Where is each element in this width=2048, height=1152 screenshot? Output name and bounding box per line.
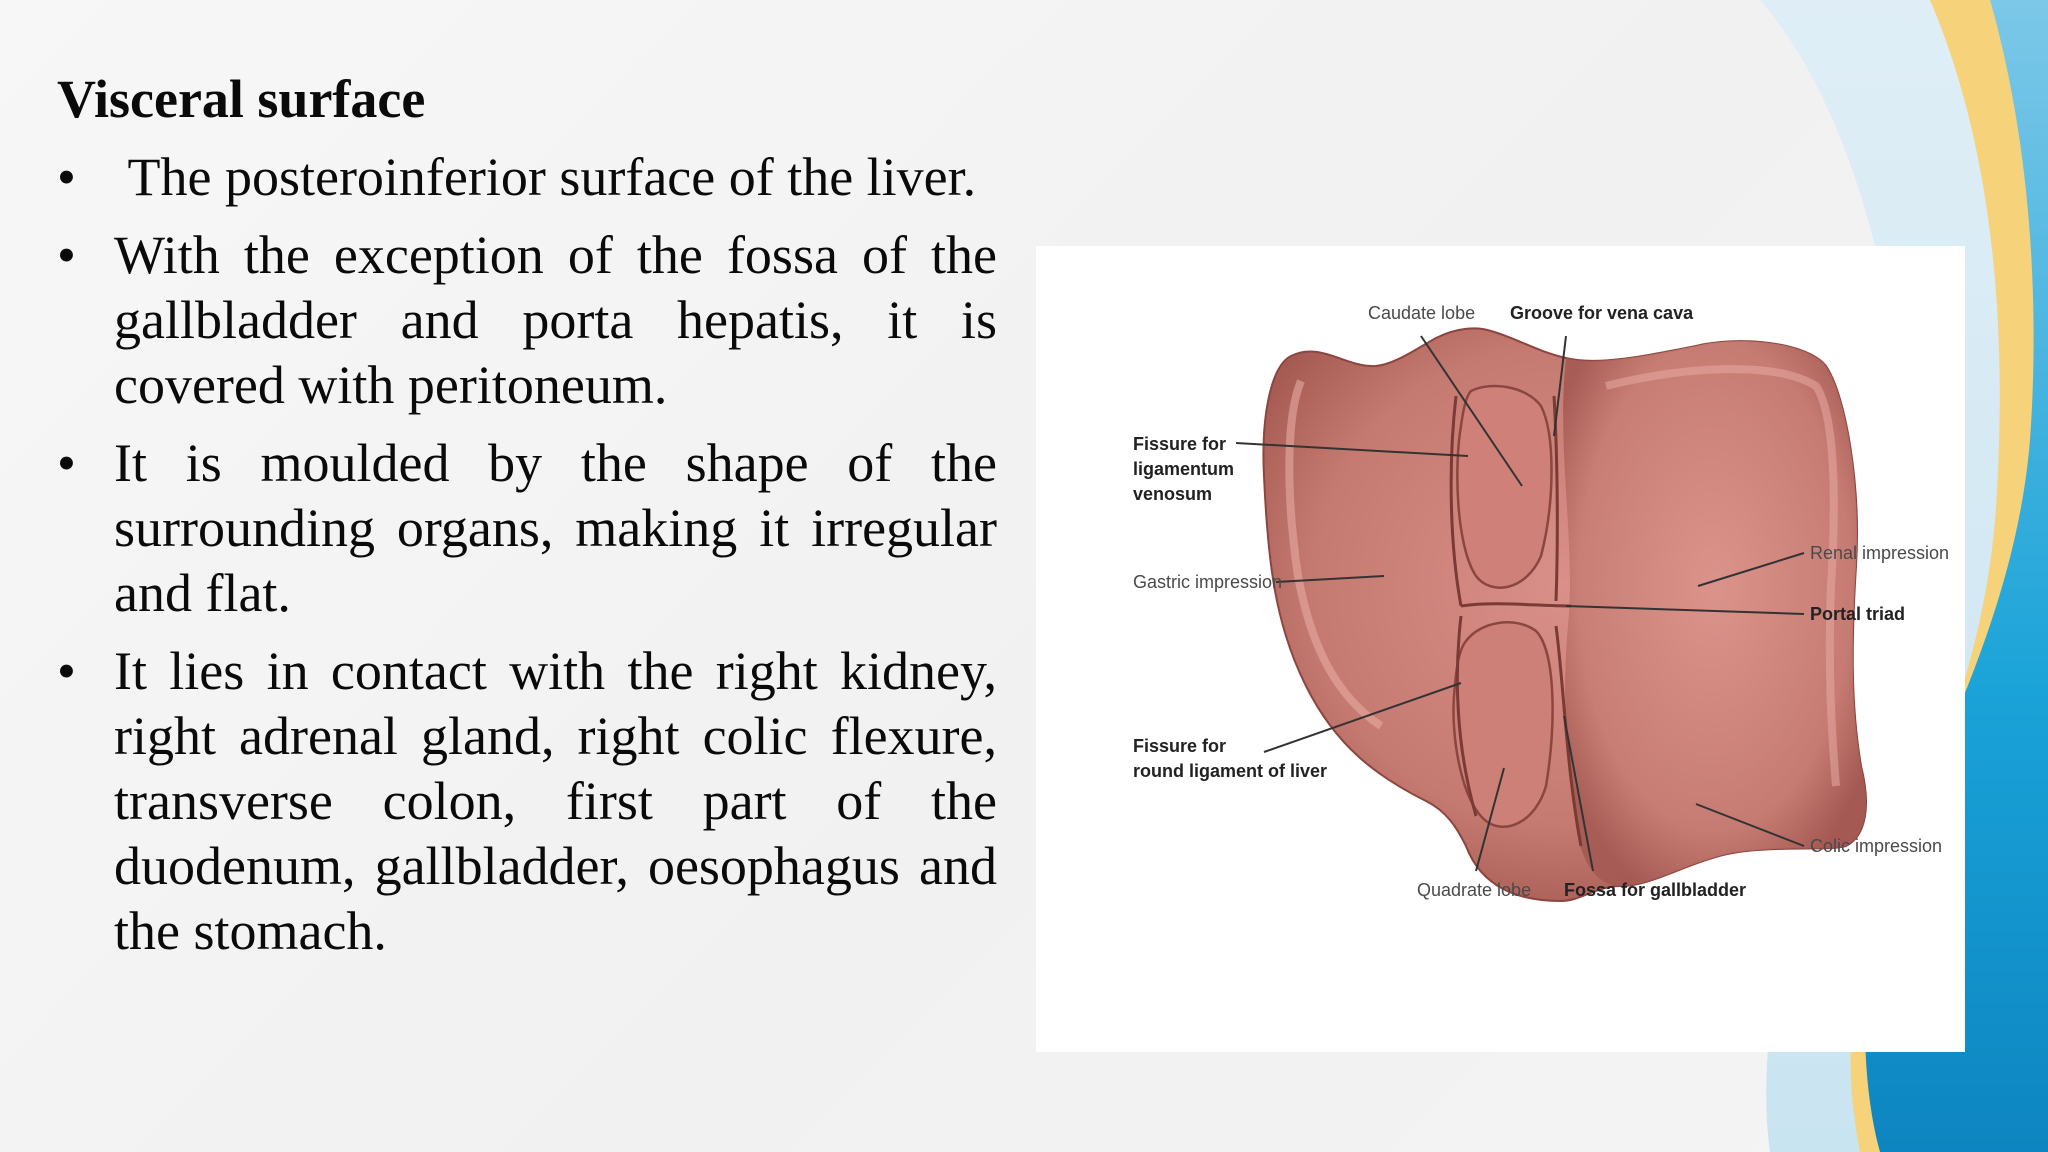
caudate-lobe-shape — [1457, 386, 1551, 588]
label-fissure-round-lig-line2: round ligament of liver — [1133, 761, 1328, 781]
label-gastric-impression: Gastric impression — [1133, 572, 1283, 592]
label-portal-triad: Portal triad — [1810, 604, 1906, 624]
bullet-item — [57, 639, 997, 964]
slide-heading: Visceral surface — [57, 69, 426, 129]
label-colic-impression: Colic impression — [1810, 836, 1943, 856]
label-renal-impression: Renal impression — [1810, 543, 1950, 563]
bullet-item — [57, 145, 997, 210]
bullet-text: The posteroinferior surface of the liver. — [114, 147, 977, 207]
bullet-item — [57, 223, 997, 418]
label-fissure-lig-venosum-line3: venosum — [1133, 484, 1213, 504]
bullet-list — [57, 145, 997, 977]
bullet-marker: • — [57, 433, 76, 493]
label-groove-vena-cava: Groove for vena cava — [1510, 303, 1694, 323]
liver-diagram-svg — [1036, 246, 1965, 1052]
label-quadrate-lobe: Quadrate lobe — [1417, 880, 1532, 900]
bullet-marker: • — [57, 225, 76, 285]
bullet-text: With the exception of the fossa of the gallbladder and porta hepatis, it is covered with peritoneum. — [114, 225, 997, 415]
label-fissure-lig-venosum-line2: ligamentum — [1133, 459, 1235, 479]
bullet-marker: • — [57, 641, 76, 701]
bullet-text: It is moulded by the shape of the surrounding organs, making it irregular and flat. — [114, 433, 997, 623]
label-fossa-gallbladder: Fossa for gallbladder — [1564, 880, 1747, 900]
label-fissure-lig-venosum-line1: Fissure for — [1133, 434, 1227, 454]
label-fissure-round-lig-line1: Fissure for — [1133, 736, 1227, 756]
quadrate-lobe-shape — [1453, 622, 1552, 827]
bullet-text: It lies in contact with the right kidney, right adrenal gland, right colic flexure, transverse colon, first part of the duodenum, gallbladder, oesophagus and the stomach. — [114, 641, 997, 961]
label-caudate-lobe: Caudate lobe — [1368, 303, 1476, 323]
bullet-item — [57, 431, 997, 626]
bullet-marker: • — [57, 147, 76, 207]
liver-diagram — [1036, 246, 1965, 1052]
